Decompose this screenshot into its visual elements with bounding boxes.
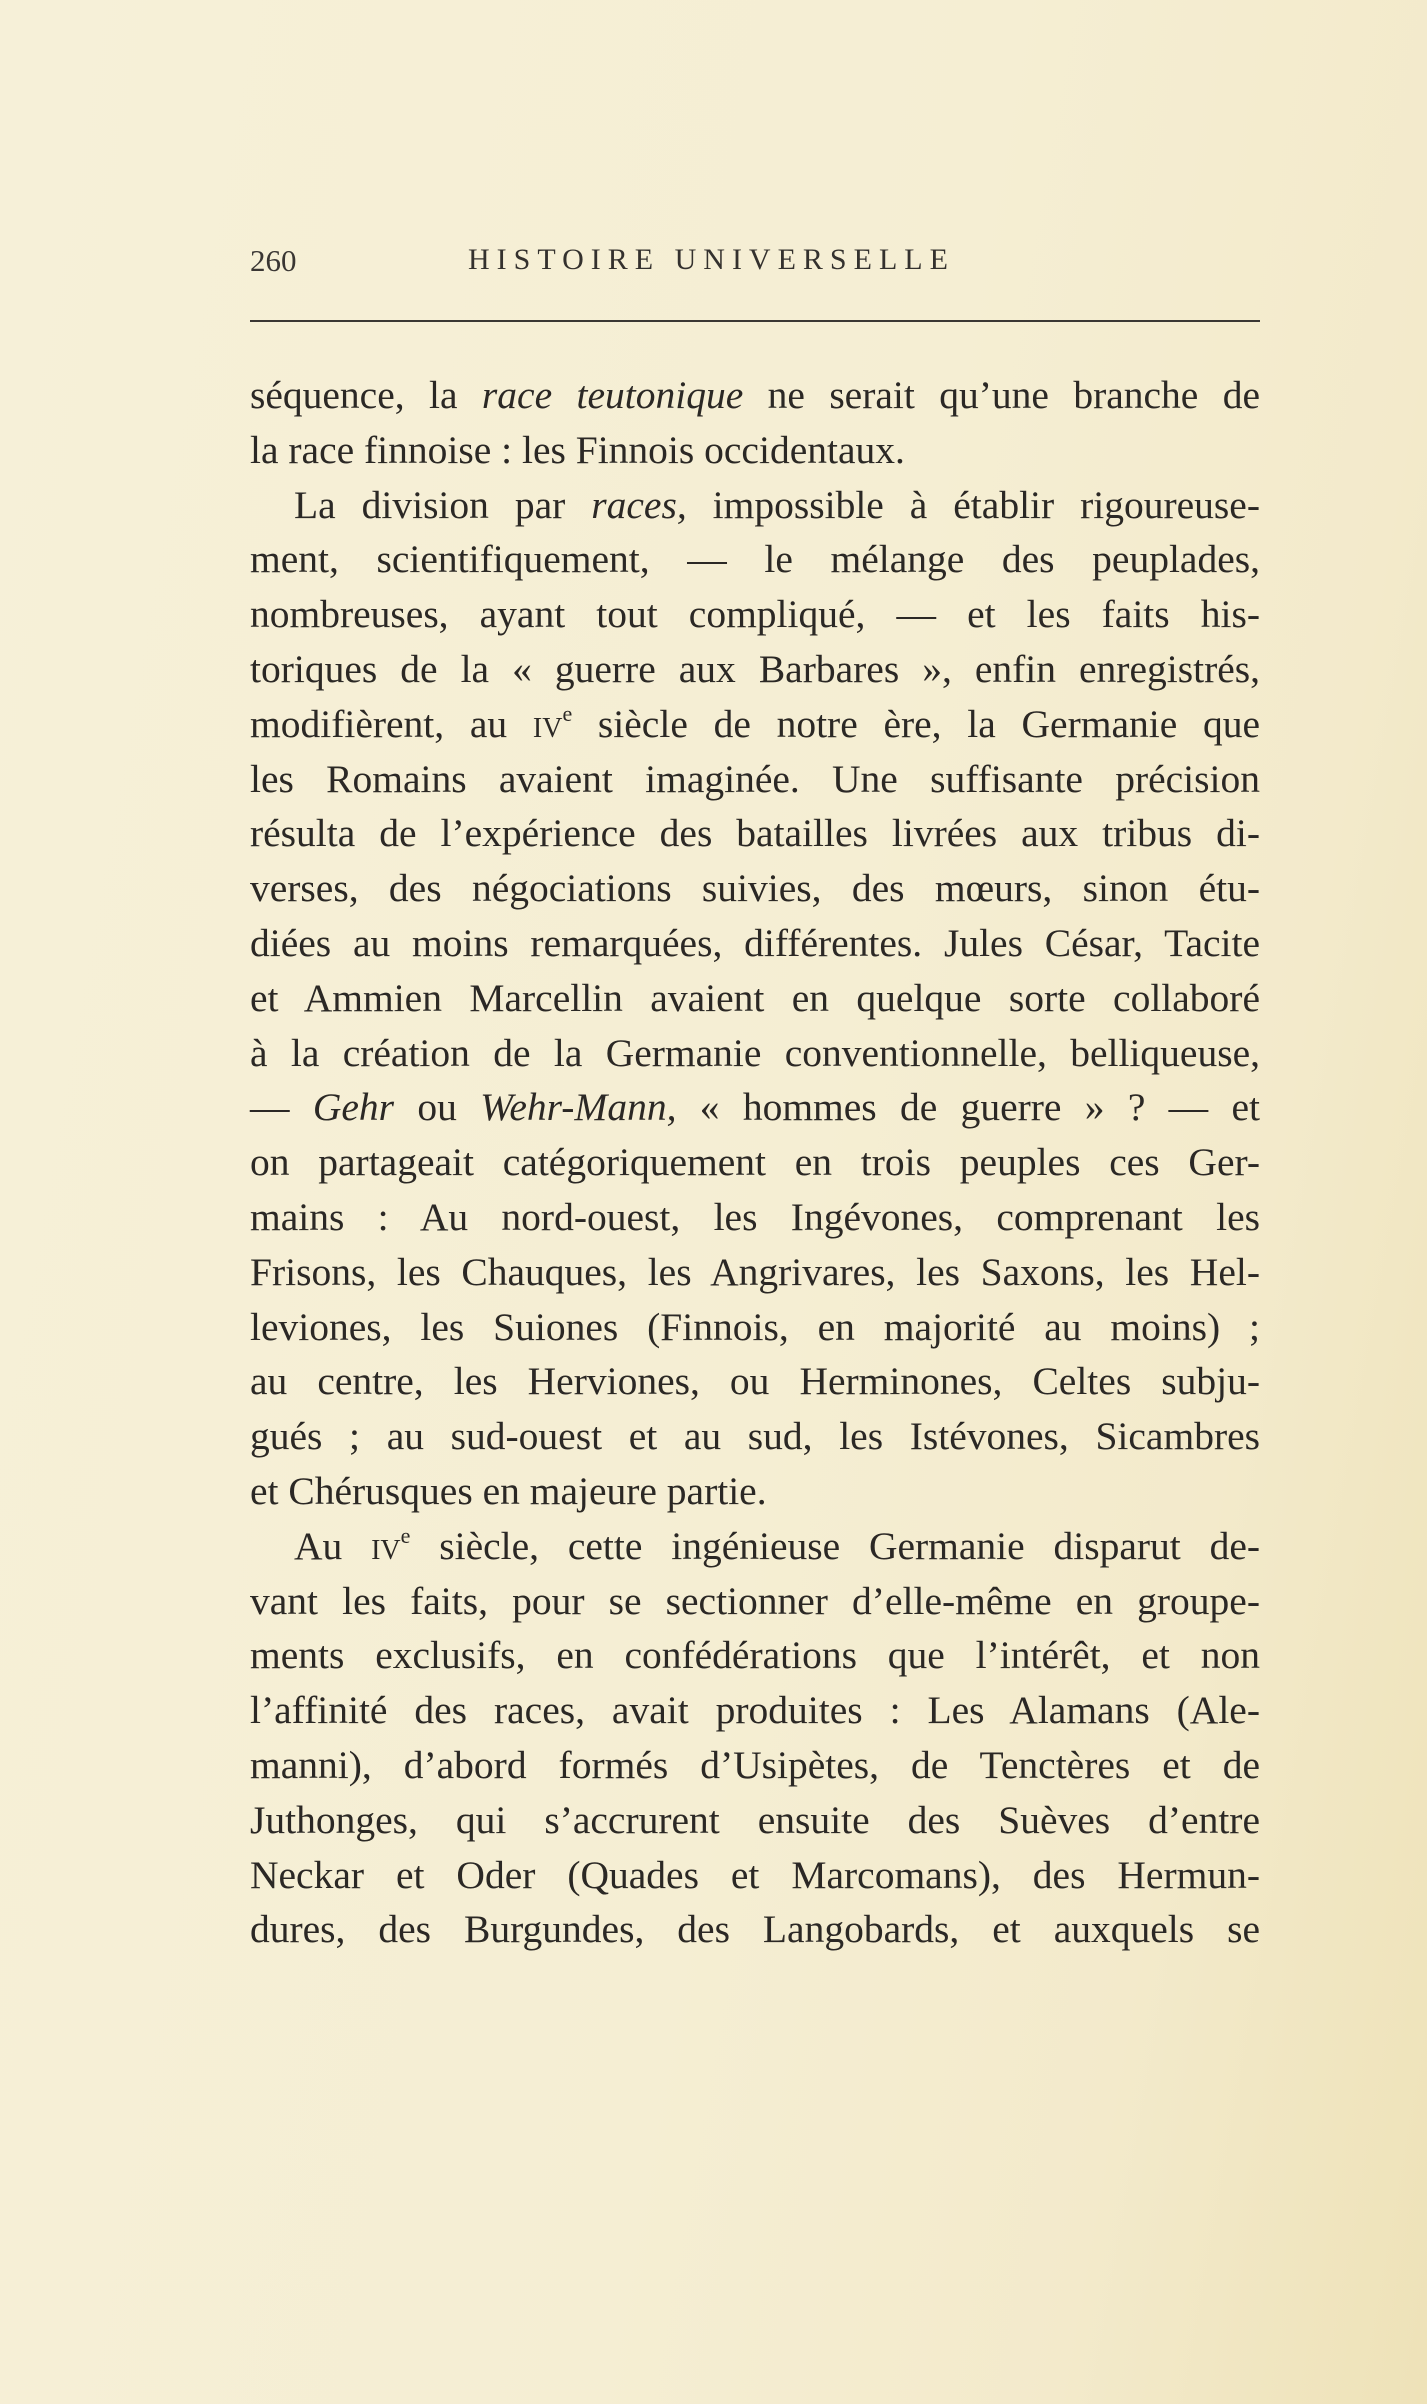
text-line-6: toriques de la « guerre aux Barbares », enfin enregistrés, [250, 646, 1260, 691]
text-line-4: ment, scientifiquement, — le mélange des peuplades, [250, 537, 1260, 582]
text-line-13: à la création de la Germanie conventionnelle, belliqueuse, [250, 1030, 1260, 1075]
page-number: 260 [250, 243, 297, 278]
body-text [250, 368, 1260, 1957]
text-line-23: vant les faits, pour se sectionner d’elle-même en groupe- [250, 1578, 1260, 1623]
text-line-27: Juthonges, qui s’accrurent ensuite des Suèves d’entre [250, 1797, 1260, 1842]
text-line-14: — Gehr ou Wehr-Mann, « hommes de guerre » ? — et [250, 1085, 1260, 1130]
text-line-25: l’affinité des races, avait produites : Les Alamans (Ale- [250, 1688, 1260, 1733]
text-line-1: séquence, la race teutonique ne serait qu’une branche de [250, 373, 1260, 417]
text-line-8: les Romains avaient imaginée. Une suffisante précision [250, 756, 1260, 801]
text-line-12: et Ammien Marcellin avaient en quelque sorte collaboré [250, 975, 1260, 1020]
text-line-3: La division par races, impossible à établir rigoureuse- [294, 482, 1260, 527]
text-line-19: au centre, les Herviones, ou Herminones, Celtes subju- [250, 1359, 1260, 1404]
text-line-20: gués ; au sud-ouest et au sud, les Istévones, Sicambres [250, 1414, 1260, 1459]
running-title: HISTOIRE UNIVERSELLE [468, 243, 955, 276]
text-line-11: diées au moins remarquées, différentes. Jules César, Tacite [250, 920, 1260, 965]
text-line-17: Frisons, les Chauques, les Angrivares, les Saxons, les Hel- [250, 1249, 1260, 1294]
text-line-24: ments exclusifs, en confédérations que l’intérêt, et non [250, 1633, 1260, 1678]
text-line-15: on partageait catégoriquement en trois peuples ces Ger- [250, 1140, 1260, 1185]
text-line-9: résulta de l’expérience des batailles livrées aux tribus di- [250, 811, 1260, 856]
text-line-5: nombreuses, ayant tout compliqué, — et les faits his- [250, 592, 1260, 637]
text-line-21: et Chérusques en majeure partie. [250, 1468, 767, 1513]
text-line-22: Au $iv^e$ siècle, cette ingénieuse Germanie disparut de- [294, 1522, 1261, 1568]
text-line-16: mains : Au nord-ouest, les Ingévones, comprenant les [250, 1194, 1260, 1239]
text-line-7: modifièrent, au $iv^e$ siècle de notre ère, la Germanie que [250, 700, 1260, 746]
text-line-28: Neckar et Oder (Quades et Marcomans), des Hermun- [250, 1852, 1260, 1897]
text-line-2: la race finnoise : les Finnois occidentaux. [250, 427, 905, 472]
text-line-26: manni), d’abord formés d’Usipètes, de Tenctères et de [250, 1742, 1260, 1787]
header-rule [250, 320, 1260, 322]
page-header [250, 243, 1260, 283]
text-line-18: leviones, les Suiones (Finnois, en majorité au moins) ; [250, 1304, 1260, 1349]
text-line-10: verses, des négociations suivies, des mœurs, sinon étu- [250, 866, 1260, 911]
text-line-29: dures, des Burgundes, des Langobards, et auxquels se [250, 1907, 1260, 1952]
